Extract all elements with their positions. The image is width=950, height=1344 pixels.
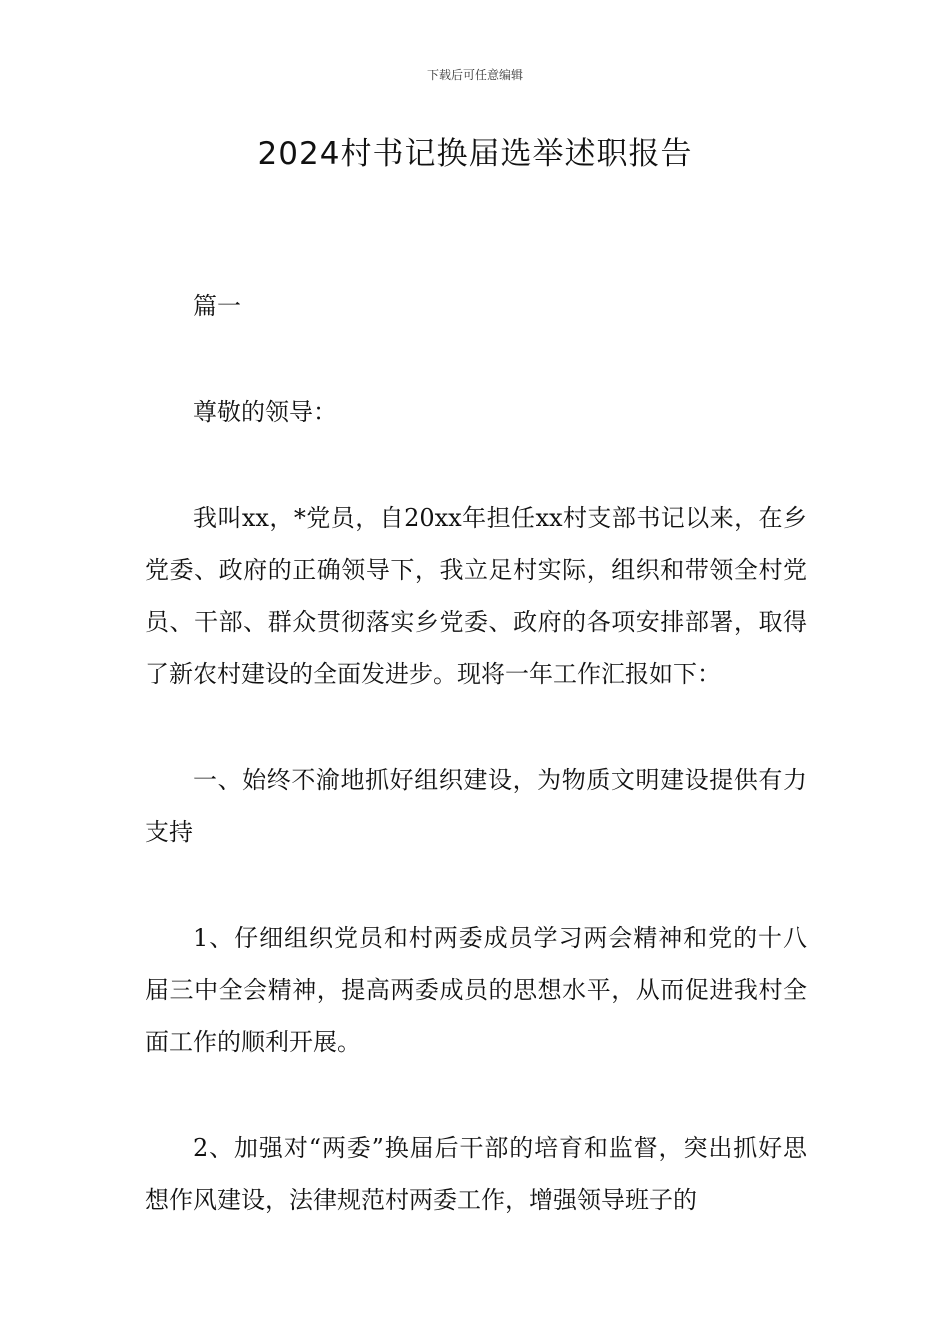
header-note: 下载后可任意编辑 (426, 68, 523, 82)
paragraph-section-label: 篇一 (193, 292, 241, 320)
paragraph-heading-1: 一、始终不渝地抓好组织建设，为物质文明建设提供有力支持 (145, 766, 807, 846)
paragraph-item-1: 1、仔细组织党员和村两委成员学习两会精神和党的十八届三中全会精神，提高两委成员的思想水平，从而促进我村全面工作的顺利开展。 (145, 924, 807, 1056)
paragraph-item-2: 2、加强对“两委”换届后干部的培育和监督，突出抓好思想作风建设，法律规范村两委工作，增强领导班子的 (145, 1134, 807, 1214)
paragraph-intro: 我叫xx，*党员，自20xx年担任xx村支部书记以来，在乡党委、政府的正确领导下，我立足村实际，组织和带领全村党员、干部、群众贯彻落实乡党委、政府的各项安排部署，取得了新农村建设的全面发进步。现将一年工作汇报如下： (145, 504, 807, 688)
paragraph-salutation: 尊敬的领导： (193, 398, 337, 426)
document-title: 2024村书记换届选举述职报告 (257, 136, 693, 172)
document-body (145, 280, 807, 1280)
